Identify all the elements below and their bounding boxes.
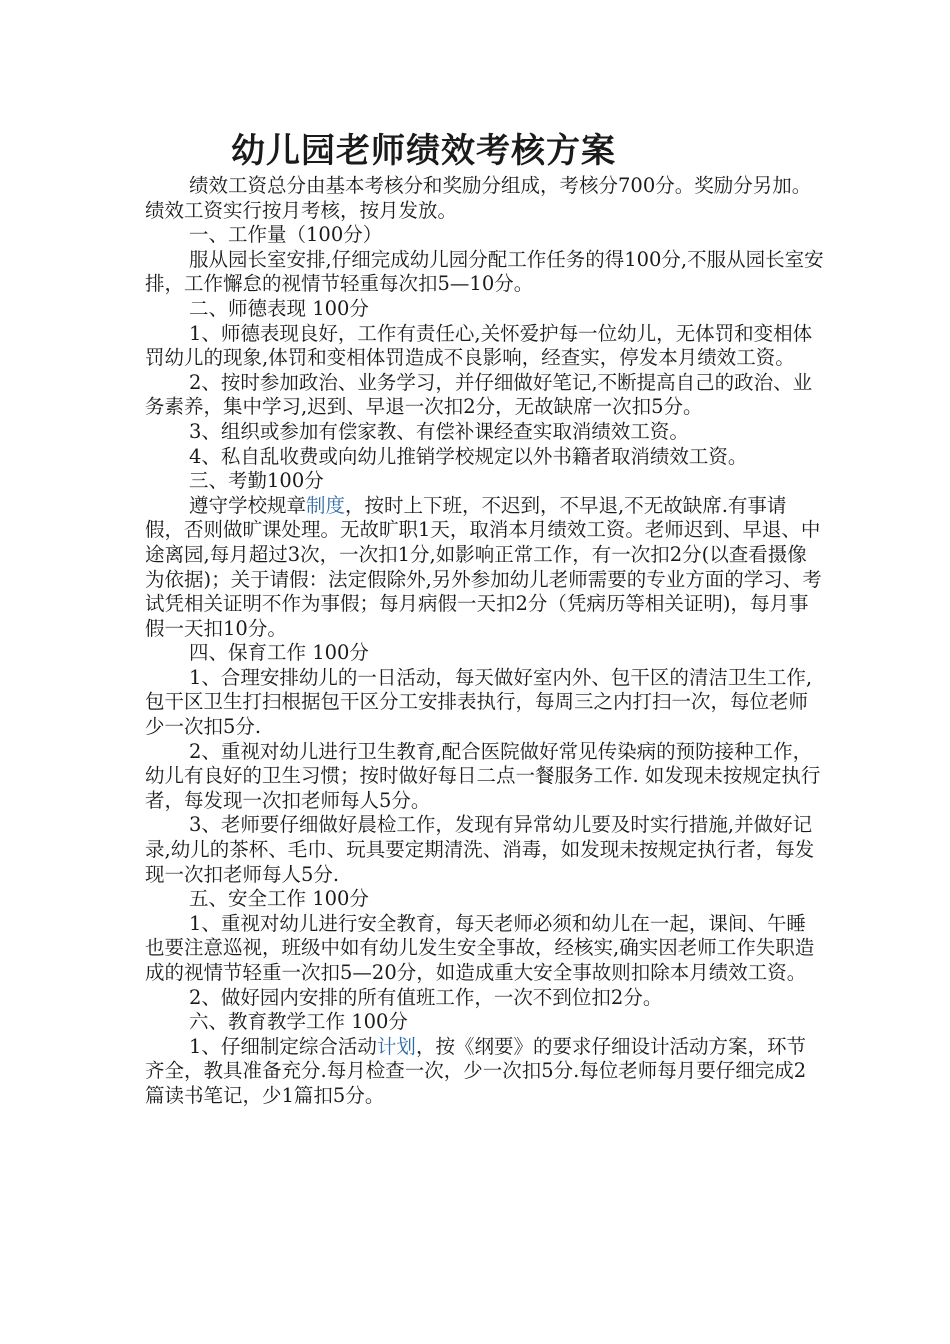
section-heading-teaching: 六、教育教学工作 100分 <box>189 1010 408 1034</box>
teaching-text-a: 1、仔细制定综合活动 <box>189 1034 377 1058</box>
care-item-3: 3、老师要仔细做好晨检工作，发现有异常幼儿要及时实行措施,并做好记录,幼儿的茶杯、毛巾、玩具要定期清洗、消毒，如发现未按规定执行者，每发现一次扣老师每人5分. <box>145 813 815 886</box>
teaching-text-b: ，按《纲要》的要求仔细设计活动方案，环节齐全，教具准备充分.每月检查一次，少一次扣5分.每位老师每月要仔细完成2篇读书笔记，少1篇扣5分。 <box>145 1034 807 1107</box>
section-heading-ethics: 二、师德表现 100分 <box>189 296 369 320</box>
ethics-item-2: 2、按时参加政治、业务学习，并仔细做好笔记,不断提高自己的政治、业务素养，集中学习,迟到、早退一次扣2分，无故缺席一次扣5分。 <box>145 370 813 419</box>
safety-item-1: 1、重视对幼儿进行安全教育，每天老师必须和幼儿在一起，课间、午睡也要注意巡视，班级中如有幼儿发生安全事故，经核实,确实因老师工作失职造成的视情节轻重一次扣5—20分，如造成重大安全事故则扣除本月绩效工资。 <box>145 911 815 984</box>
teaching-paragraph <box>145 1035 825 1109</box>
attendance-text-a: 遵守学校规章 <box>189 493 307 517</box>
section-heading-workload: 一、工作量（100分） <box>189 223 383 247</box>
document-title: 幼儿园老师绩效考核方案 <box>231 131 616 171</box>
ethics-item-4: 4、私自乱收费或向幼儿推销学校规定以外书籍者取消绩效工资。 <box>189 444 748 468</box>
care-item-1: 1、合理安排幼儿的一日活动，每天做好室内外、包干区的清洁卫生工作,包干区卫生打扫根据包干区分工安排表执行，每周三之内打扫一次，每位老师少一次扣5分. <box>145 665 813 739</box>
attendance-text-b: ，按时上下班，不迟到，不早退,不无故缺席.有事请假，否则做旷课处理。无故旷职1天，取消本月绩效工资。老师迟到、早退、中途离园,每月超过3次，一次扣1分,如影响正常工作，有一次扣2分(以查看摄像为依据)；关于请假：法定假除外,另外参加幼儿老师需要的专业方面的学习、考试凭相关证明不作为事假；每月病假一天扣2分（凭病历等相关证明)，每月事假一天扣10分。 <box>145 493 822 640</box>
attendance-paragraph <box>145 494 825 642</box>
ethics-item-1: 1、师德表现良好，工作有责任心,关怀爱护每一位幼儿，无体罚和变相体罚幼儿的现象,体罚和变相体罚造成不良影响，经查实，停发本月绩效工资。 <box>145 321 813 370</box>
care-item-2: 2、重视对幼儿进行卫生教育,配合医院做好常见传染病的预防接种工作，幼儿有良好的卫生习惯；按时做好每日二点一餐服务工作. 如发现未按规定执行者，每发现一次扣老师每人5分。 <box>145 739 821 812</box>
section-heading-attendance: 三、考勤100分 <box>189 469 324 493</box>
intro-paragraph: 绩效工资总分由基本考核分和奖励分组成，考核分700分。奖励分另加。绩效工资实行按月考核，按月发放。 <box>145 174 812 222</box>
section-heading-safety: 五、安全工作 100分 <box>189 887 369 911</box>
plan-link[interactable]: 计划 <box>376 1034 416 1058</box>
document-page <box>145 128 825 1109</box>
ethics-item-3: 3、组织或参加有偿家教、有偿补课经查实取消绩效工资。 <box>189 419 689 443</box>
workload-paragraph: 服从园长室安排,仔细完成幼儿园分配工作任务的得100分,不服从园长室安排，工作懈怠的视情节轻重每次扣5—10分。 <box>145 247 824 296</box>
system-link[interactable]: 制度 <box>306 493 346 517</box>
section-heading-care: 四、保育工作 100分 <box>189 641 369 665</box>
safety-item-2: 2、做好园内安排的所有值班工作，一次不到位扣2分。 <box>189 985 663 1009</box>
